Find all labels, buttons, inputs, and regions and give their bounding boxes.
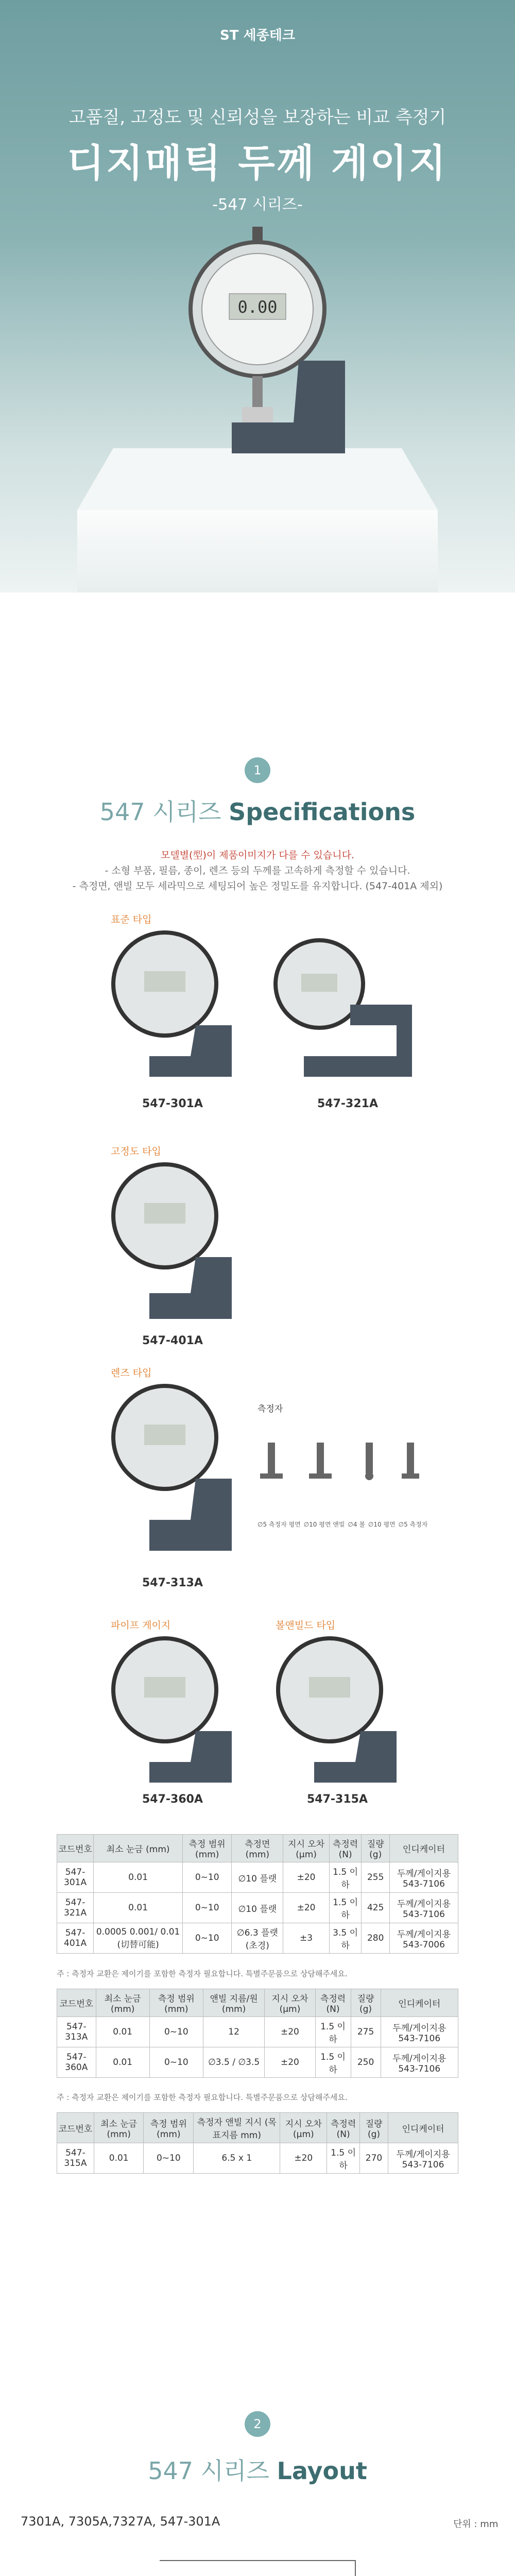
table-row: 547-360A 0.01 0~10 ∅3.5 / ∅3.5 ±20 1.5 이하 250 두께/게이지용 543-7106 — [57, 2047, 458, 2078]
table-header-row: 코드번호 최소 눈금 (mm) 측정 범위 (mm) 측정자 앤빌 지시 (목표지름 mm) 지시 오차 (μm) 측정력 (N) 질량 (g) 인디케이터 — [57, 2113, 458, 2143]
gauge-image-547-401A — [108, 1159, 237, 1324]
tip-label-0: ∅5 측정자 평면 — [258, 1521, 301, 1528]
label-precision-type: 고정도 타입 — [111, 1146, 161, 1157]
label-pipe-gauge: 파이프 게이지 — [111, 1620, 171, 1631]
hero-series: -547 시리즈- — [212, 196, 303, 214]
gauge-image-547-321A — [273, 927, 417, 1082]
table-row: 547-315A 0.01 0~10 6.5 x 1 ±20 1.5 이하 270 두께/게이지용 543-7106 — [57, 2143, 458, 2174]
gauge-image-547-315A — [273, 1633, 402, 1788]
drawing-title-1: 7301A, 7305A,7327A, 547-301A — [21, 2514, 220, 2529]
section-title-specs: 547 시리즈 Specifications — [99, 798, 416, 826]
gauge-image-547-301A — [108, 927, 237, 1082]
tip-label-3: ∅10 평면 — [368, 1521, 396, 1528]
label-lens-type: 렌즈 타입 — [111, 1367, 152, 1379]
hero-gauge-image — [170, 227, 366, 464]
section-number-2: 2 — [245, 2411, 270, 2437]
spec-table-2 — [57, 1989, 458, 2078]
table-header-row: 코드번호 최소 눈금 (mm) 측정 범위 (mm) 앤빌 지름/원 (mm) 지시 오차 (μm) 측정력 (N) 질량 (g) 인디케이터 — [57, 1989, 458, 2017]
svg-text:0.00: 0.00 — [237, 297, 278, 317]
table-header-row: 코드번호 최소 눈금 (mm) 측정 범위 (mm) 측정면 (mm) 지시 오차 (μm) 측정력 (N) 질량 (g) 인디케이터 — [57, 1835, 458, 1862]
label-standard-type: 표준 타입 — [111, 914, 152, 925]
gauge-image-547-313A — [108, 1381, 237, 1556]
gauge-image-547-360A — [108, 1633, 237, 1788]
tips-labels — [258, 1520, 464, 1529]
hero-title: 디지매틱 두께 게이지 — [67, 141, 448, 185]
tip-label-4: ∅5 측정자 — [398, 1521, 428, 1528]
spec-notes: 모델별(型)이 제품이미지가 다를 수 있습니다. - 소형 부품, 필름, 종이, 렌즈 등의 두께를 고속하게 측정할 수 있습니다. - 측정면, 앤빌 모두 세라믹으로 세팅되어 높은 정밀도를 유지합니다. (547-401A 제외) — [72, 850, 443, 892]
hero-subtitle: 고품질, 고정도 및 신뢰성을 보장하는 비교 측정기 — [68, 107, 447, 128]
label-ball-anvil-type: 볼앤빌드 타입 — [276, 1620, 336, 1631]
tip-label-2: ∅4 볼 — [348, 1521, 365, 1528]
model-547-313A: 547-313A — [142, 1577, 203, 1589]
table-row: 547-321A 0.01 0~10 ∅10 플랫 ±20 1.5 이하 425 두께/게이지용 543-7106 — [57, 1893, 458, 1923]
probe-tips-illustration — [258, 1422, 433, 1525]
hero-banner — [0, 0, 515, 592]
model-547-401A: 547-401A — [142, 1334, 203, 1347]
pedestal-front — [77, 510, 438, 592]
model-547-301A: 547-301A — [142, 1097, 203, 1110]
brand-logo: ST 세종테크 — [220, 28, 295, 43]
tips-title: 측정자 — [258, 1404, 283, 1414]
model-547-360A: 547-360A — [142, 1793, 203, 1806]
table-row: 547-313A 0.01 0~10 12 ±20 1.5 이하 275 두께/게이지용 543-7106 — [57, 2017, 458, 2047]
spec-table-3 — [57, 2112, 458, 2174]
section-number-1: 1 — [245, 757, 270, 783]
table2-note: 주 : 측정자 교환은 제이기를 포함한 측정자 필요합니다. 특별주문품으로 상담해주세요. — [57, 2093, 348, 2102]
unit-label: 단위 : mm — [453, 2519, 499, 2530]
table-row: 547-401A 0.0005 0.001/ 0.01 (切替可能) 0~10 ∅6.3 플랫 (초경) ±3 3.5 이하 280 두께/게이지용 543-7006 — [57, 1923, 458, 1954]
spec-table-1 — [57, 1834, 458, 1954]
model-547-321A: 547-321A — [317, 1097, 378, 1110]
drawing-547-301A — [67, 2540, 448, 2576]
model-547-315A: 547-315A — [306, 1793, 368, 1806]
table-row: 547-301A 0.01 0~10 ∅10 플랫 ±20 1.5 이하 255 두께/게이지용 543-7106 — [57, 1862, 458, 1893]
tip-label-1: ∅10 평면 앤빌 — [303, 1521, 345, 1528]
section-title-layout: 547 시리즈 Layout — [148, 2457, 367, 2485]
table1-note: 주 : 측정자 교환은 제이기를 포함한 측정자 필요합니다. 특별주문품으로 상담해주세요. — [57, 1969, 348, 1978]
